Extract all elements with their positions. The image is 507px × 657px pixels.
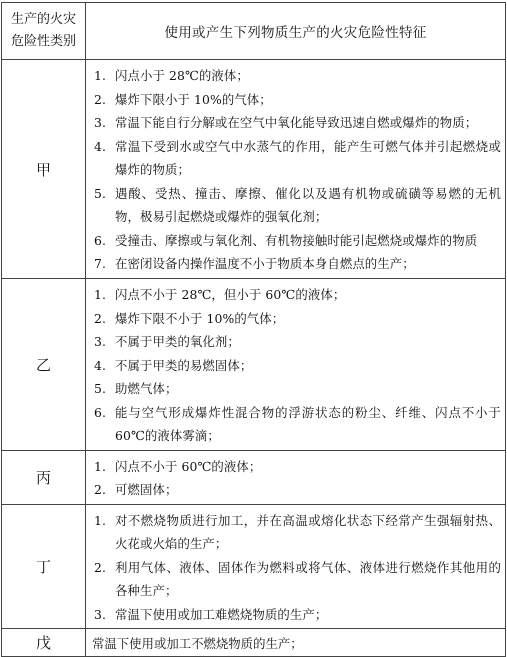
category-bing: 丙 [2, 450, 86, 504]
item-text: 利用气体、液体、固体作为燃料或将气体、液体进行燃烧作其他用的各种生产； [115, 559, 501, 598]
item-text: 可燃固体； [115, 482, 178, 497]
header-feature: 使用或产生下列物质生产的火灾危险性特征 [86, 3, 506, 60]
item-number: 2. [94, 559, 107, 575]
item-number: 4. [94, 138, 107, 154]
list-item [94, 455, 501, 479]
item-text: 常温下使用或加工难燃烧物质的生产； [115, 606, 328, 622]
category-wu: 戊 [2, 629, 86, 657]
item-number: 2. [94, 482, 107, 497]
table-row [2, 629, 506, 657]
list-item [94, 478, 501, 502]
item-number: 6. [94, 232, 107, 248]
item-number: 5. [94, 381, 107, 396]
fire-hazard-table [1, 2, 506, 657]
item-number: 6. [94, 404, 107, 420]
item-text: 能与空气形成爆炸性混合物的浮游状态的粉尘、纤维、闪点不小于60℃的液体雾滴； [115, 404, 501, 443]
list-item [94, 111, 501, 135]
item-text: 在密闭设备内操作温度不小于物质本身自燃点的生产； [115, 256, 415, 271]
item-number: 2. [94, 91, 107, 107]
list-item [94, 330, 501, 354]
item-text: 遇酸、受热、撞击、摩擦、催化以及遇有机物或硫磺等易燃的无机物，极易引起燃烧或爆炸的强氧化剂； [115, 185, 501, 224]
header-category: 生产的火灾危险性类别 [2, 3, 86, 60]
item-text: 对不燃烧物质进行加工，并在高温或熔化状态下经常产生强辐射热、火花或火焰的生产； [115, 512, 501, 551]
category-jia: 甲 [2, 60, 86, 279]
item-number: 5. [94, 185, 107, 201]
item-number: 3. [94, 115, 107, 130]
item-text: 不属于甲类的氧化剂； [115, 334, 240, 349]
list-item [94, 377, 501, 401]
item-number: 1. [94, 512, 107, 528]
item-text: 常温下受到水或空气中水蒸气的作用，能产生可燃气体并引起燃烧或爆炸的物质； [115, 138, 501, 177]
header-row [2, 3, 506, 60]
item-text-wu: 常温下使用或加工不燃烧物质的生产； [86, 629, 506, 657]
item-text: 常温下能自行分解或在空气中氧化能导致迅速自燃或爆炸的物质； [115, 115, 478, 130]
item-text: 不属于甲类的易燃固体； [115, 357, 253, 373]
list-item [94, 509, 501, 556]
items-jia [86, 60, 506, 279]
list-item [94, 603, 501, 627]
item-number: 1. [94, 68, 107, 83]
item-text: 闪点小于 28℃的液体； [115, 68, 249, 83]
list-item [94, 88, 501, 112]
list-item [94, 283, 501, 307]
list-item [94, 182, 501, 229]
list-item [94, 229, 501, 253]
list-item [94, 354, 501, 378]
item-text: 闪点不小于 60℃的液体； [115, 458, 262, 474]
item-text: 爆炸下限小于 10%的气体； [115, 91, 272, 107]
item-number: 1. [94, 458, 107, 474]
list-item [94, 135, 501, 182]
category-ding: 丁 [2, 504, 86, 629]
item-number: 3. [94, 334, 107, 349]
table-row [2, 60, 506, 279]
item-number: 7. [94, 256, 107, 271]
item-text: 受撞击、摩擦或与氧化剂、有机物接触时能引起燃烧或爆炸的物质 [115, 232, 478, 248]
item-number: 2. [94, 310, 107, 326]
items-ding [86, 504, 506, 629]
list-item [94, 252, 501, 276]
item-number: 1. [94, 287, 107, 302]
item-text: 爆炸下限不小于 10%的气体； [115, 310, 285, 326]
list-item [94, 556, 501, 603]
table-row [2, 279, 506, 451]
item-number: 3. [94, 606, 107, 622]
list-item [94, 64, 501, 88]
item-text: 助燃气体； [115, 381, 178, 396]
category-yi: 乙 [2, 279, 86, 451]
items-bing [86, 450, 506, 504]
item-number: 4. [94, 357, 107, 373]
table-row [2, 450, 506, 504]
items-yi [86, 279, 506, 451]
table-row [2, 504, 506, 629]
list-item [94, 401, 501, 448]
item-text: 闪点不小于 28℃，但小于 60℃的液体； [115, 287, 346, 302]
list-item [94, 307, 501, 331]
